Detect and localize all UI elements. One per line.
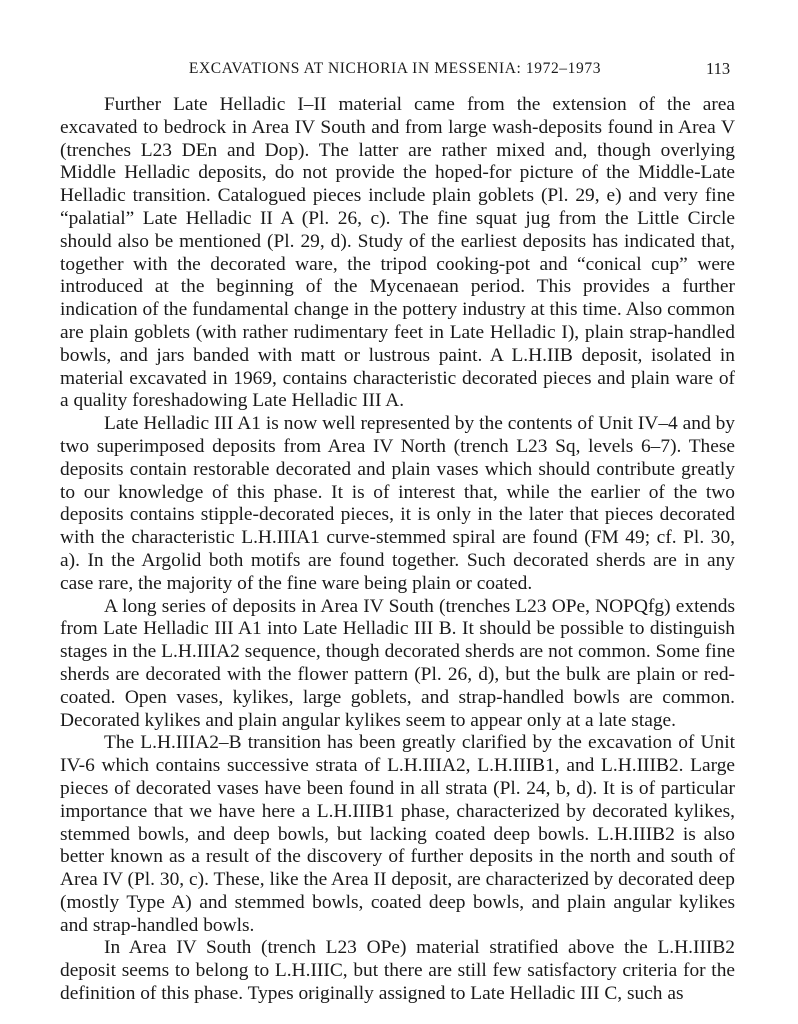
running-head: EXCAVATIONS AT NICHORIA IN MESSENIA: 1972–1973 — [188, 60, 602, 77]
paragraph-late-helladic-iiic: In Area IV South (trench L23 OPe) material stratified above the L.H.IIIB2 deposit seems to belong to L.H.IIIC, but there are still few satisfactory criteria for the definition of this phase. Types originally assigned to Late Helladic III C, such as — [60, 937, 735, 1005]
paragraph-area-iv-south-series: A long series of deposits in Area IV South (trenches L23 OPe, NOPQfg) extends from Late Helladic III A1 into Late Helladic III B. It should be possible to distinguish stages in the L.H.IIIA2 sequence, though decorated sherds are not common. Some fine sherds are decorated with the flower pattern (Pl. 26, d), but the bulk are plain or red-coated. Open vases, kylikes, large goblets, and strap-handled bowls are common. Decorated kylikes and plain angular kylikes seem to appear only at a late stage. — [60, 595, 735, 731]
paragraph-late-helladic-iii-a1: Late Helladic III A1 is now well represented by the contents of Unit IV–4 and by two superimposed deposits from Area IV North (trench L23 Sq, levels 6–7). These deposits contain restorable decorated and plain vases which should contribute greatly to our knowledge of this phase. It is of interest that, while the earlier of the two deposits contains stipple-decorated pieces, it is only in the later that pieces decorated with the characteristic L.H.IIIA1 curve-stemmed spiral are found (FM 49; cf. Pl. 30, a). In the Argolid both motifs are found together. Such decorated sherds are in any case rare, the majority of the fine ware being plain or coated. — [60, 413, 735, 594]
body-text — [60, 94, 735, 1006]
paragraph-late-helladic-i-ii: Further Late Helladic I–II material came from the extension of the area excavated to bedrock in Area IV South and from large wash-deposits found in Area V (trenches L23 DEn and Dop). The latter are rather mixed and, though overlying Middle Helladic deposits, do not provide the hoped-for picture of the Middle-Late Helladic transition. Catalogued pieces include plain goblets (Pl. 29, e) and very fine “palatial” Late Helladic II A (Pl. 26, c). The fine squat jug from the Little Circle should also be mentioned (Pl. 29, d). Study of the earliest deposits has indicated that, together with the decorated ware, the tripod cooking-pot and “conical cup” were introduced at the beginning of the Mycenaean period. This provides a further indication of the fundamental change in the pottery industry at this time. Also common are plain goblets (with rather rudimentary feet in Late Helladic I), plain strap-handled bowls, and jars banded with matt or lustrous paint. A L.H.IIB deposit, isolated in material excavated in 1969, contains characteristic decorated pieces and plain ware of a quality foreshadowing Late Helladic III A. — [60, 94, 735, 412]
paragraph-iiia2-b-transition: The L.H.IIIA2–B transition has been greatly clarified by the excavation of Unit IV-6 which contains successive strata of L.H.IIIA2, L.H.IIIB1, and L.H.IIIB2. Large pieces of decorated vases have been found in all strata (Pl. 24, b, d). It is of particular importance that we have here a L.H.IIIB1 phase, characterized by decorated kylikes, stemmed bowls, and deep bowls, but lacking coated deep bowls. L.H.IIIB2 is also better known as a result of the discovery of further deposits in the north and south of Area IV (Pl. 30, c). These, like the Area II deposit, are characterized by decorated deep (mostly Type A) and stemmed bowls, coated deep bowls, and plain angular kylikes and strap-handled bowls. — [60, 732, 735, 936]
page-number: 113 — [706, 59, 731, 78]
